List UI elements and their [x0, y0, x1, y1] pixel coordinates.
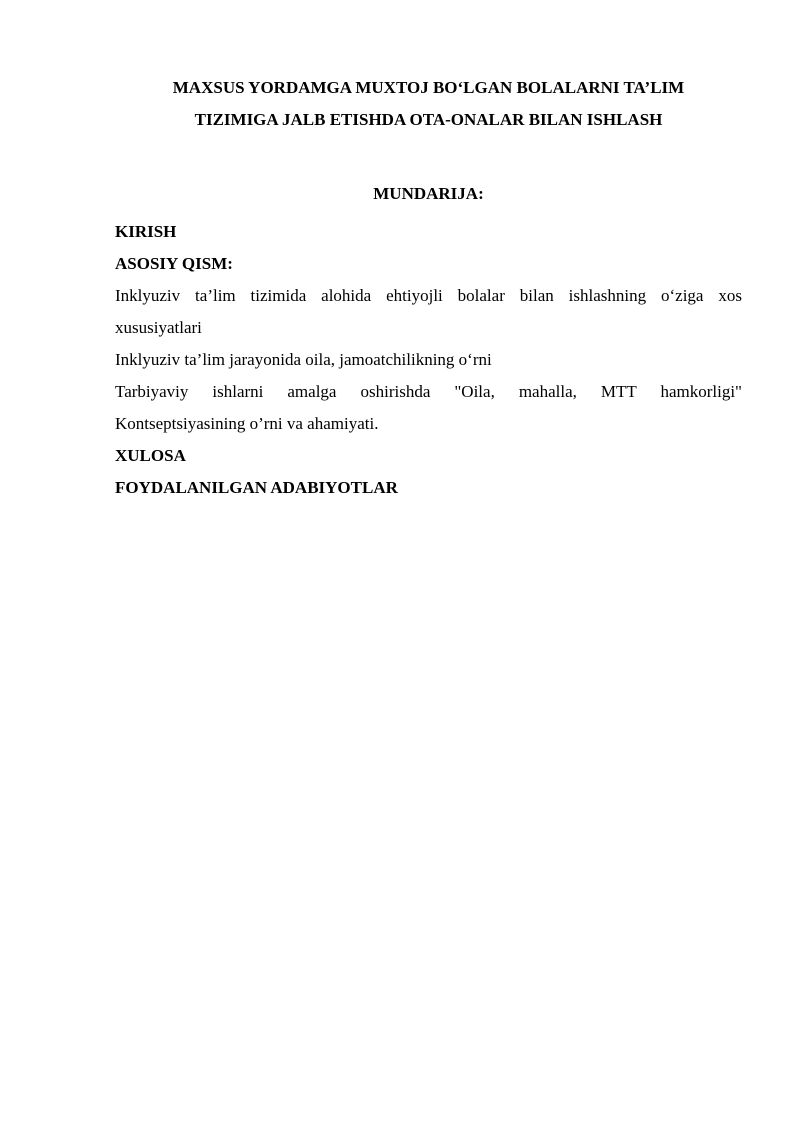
table-of-contents-heading: MUNDARIJA: [373, 184, 484, 203]
toc-item-conclusion: XULOSA [115, 446, 186, 465]
document-title-line-1: MAXSUS YORDAMGA MUXTOJ BO‘LGAN BOLALARNI TA’LIM [172, 78, 685, 97]
table-of-contents [115, 216, 742, 504]
toc-item-line: xususiyatlari [115, 318, 202, 337]
toc-item-line: Inklyuziv ta’lim tizimida alohida ehtiyojli bolalar bilan ishlashning o‘ziga xos [115, 286, 742, 305]
toc-item-concept-importance [115, 376, 742, 440]
toc-item-references: FOYDALANILGAN ADABIYOTLAR [115, 478, 398, 497]
document-title [115, 72, 742, 136]
toc-item-line: Kontseptsiyasining o’rni va ahamiyati. [115, 414, 379, 433]
toc-item-introduction: KIRISH [115, 222, 177, 241]
toc-item-line: Tarbiyaviy ishlarni amalga oshirishda "Oila, mahalla, MTT hamkorligi" [115, 382, 742, 401]
toc-item-main-part: ASOSIY QISM: [115, 254, 233, 273]
toc-item-family-community-role: Inklyuziv ta’lim jarayonida oila, jamoatchilikning o‘rni [115, 350, 492, 369]
toc-item-inclusive-education-features [115, 280, 742, 344]
document-title-line-2: TIZIMIGA JALB ETISHDA OTA-ONALAR BILAN ISHLASH [194, 110, 663, 129]
